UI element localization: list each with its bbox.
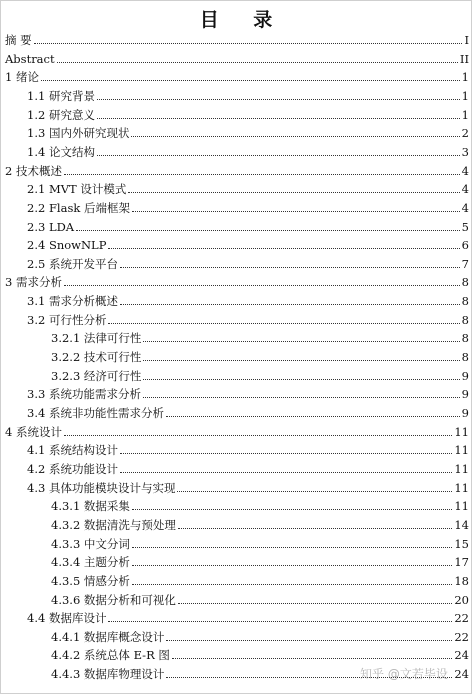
toc-entry[interactable] bbox=[5, 66, 469, 84]
toc-entry-page: 11 bbox=[454, 461, 469, 476]
dot-leader bbox=[131, 136, 459, 137]
toc-entry-label: 摘 要 bbox=[5, 33, 32, 47]
toc-entry-label: 3.2.3 经济可行性 bbox=[51, 368, 142, 383]
toc-entry-page: 14 bbox=[454, 517, 469, 532]
toc-entry-label: 1.1 研究背景 bbox=[27, 88, 95, 103]
toc-entry-page: II bbox=[459, 51, 469, 66]
dot-leader bbox=[143, 397, 460, 398]
dot-leader bbox=[120, 472, 452, 473]
dot-leader bbox=[108, 621, 452, 622]
dot-leader bbox=[132, 509, 452, 510]
toc-entry-label: 4.3.2 数据清洗与预处理 bbox=[51, 517, 176, 532]
toc-entry-page: 4 bbox=[461, 163, 469, 178]
toc-entry-page: 3 bbox=[461, 144, 469, 159]
toc-entry-label: 4.3.6 数据分析和可视化 bbox=[51, 592, 176, 607]
toc-entry[interactable] bbox=[27, 458, 469, 476]
toc-entry[interactable] bbox=[27, 607, 469, 625]
toc-title: 目 录 bbox=[199, 9, 287, 31]
toc-entry[interactable] bbox=[51, 626, 469, 644]
toc-entry[interactable] bbox=[27, 122, 469, 140]
toc-entry-page: I bbox=[464, 33, 469, 47]
toc-entry-page: 8 bbox=[461, 294, 469, 309]
toc-entry-page: 24 bbox=[454, 648, 469, 663]
toc-entry[interactable] bbox=[51, 327, 469, 345]
toc-entry-label: 4.1 系统结构设计 bbox=[27, 443, 118, 458]
dot-leader bbox=[120, 267, 460, 268]
toc-entry-label: 1.3 国内外研究现状 bbox=[27, 126, 130, 141]
toc-entry-page: 22 bbox=[454, 611, 469, 626]
toc-entry-label: 1.2 研究意义 bbox=[27, 107, 95, 122]
toc-entry-page: 2 bbox=[461, 126, 469, 141]
toc-entry[interactable] bbox=[27, 383, 469, 401]
dot-leader bbox=[166, 640, 452, 641]
toc-entry-label: 1.4 论文结构 bbox=[27, 144, 95, 159]
dot-leader bbox=[178, 603, 452, 604]
toc-entry-page: 8 bbox=[461, 350, 469, 365]
dot-leader bbox=[97, 155, 460, 156]
toc-entry[interactable] bbox=[5, 421, 469, 439]
toc-entry[interactable] bbox=[51, 514, 469, 532]
toc-entry-page: 9 bbox=[461, 368, 469, 383]
toc-entry-label: 3.2.2 技术可行性 bbox=[51, 350, 142, 365]
dot-leader bbox=[172, 658, 452, 659]
toc-entry-label: 4.4.2 系统总体 E-R 图 bbox=[51, 648, 170, 663]
toc-entry-page: 9 bbox=[461, 406, 469, 420]
toc-entry[interactable] bbox=[5, 29, 469, 47]
dot-leader bbox=[132, 584, 452, 585]
toc-entry-label: 4.4 数据库设计 bbox=[27, 611, 107, 626]
toc-entry-page: 4 bbox=[461, 182, 469, 197]
toc-entry-label: 4.3.5 情感分析 bbox=[51, 573, 130, 588]
toc-entry[interactable] bbox=[27, 477, 469, 495]
toc-entry-label: 4.4.3 数据库物理设计 bbox=[51, 667, 165, 682]
toc-entry-page: 11 bbox=[454, 443, 469, 458]
toc-entry[interactable] bbox=[27, 85, 469, 103]
dot-leader bbox=[166, 416, 460, 417]
toc-entry-page: 8 bbox=[461, 275, 469, 290]
dot-leader bbox=[64, 285, 460, 286]
dot-leader bbox=[120, 304, 460, 305]
toc-entry[interactable] bbox=[27, 197, 469, 215]
toc-entry-page: 1 bbox=[461, 70, 469, 85]
toc-entry-page: 24 bbox=[454, 667, 469, 682]
dot-leader bbox=[97, 118, 460, 119]
dot-leader bbox=[143, 341, 459, 342]
toc-entry[interactable] bbox=[27, 253, 469, 271]
dot-leader bbox=[128, 192, 459, 193]
dot-leader bbox=[57, 62, 458, 63]
toc-entry[interactable] bbox=[27, 216, 469, 234]
toc-entry-label: 2.3 LDA bbox=[27, 219, 75, 234]
toc-entry[interactable] bbox=[27, 309, 469, 327]
toc-entry-label: 2 技术概述 bbox=[5, 163, 62, 178]
toc-entry[interactable] bbox=[27, 402, 469, 420]
toc-entry-page: 15 bbox=[454, 536, 469, 551]
toc-entry-label: 4.3.4 主题分析 bbox=[51, 555, 130, 570]
toc-entry[interactable] bbox=[51, 533, 469, 551]
dot-leader bbox=[76, 230, 460, 231]
toc-entry-label: 4.2 系统功能设计 bbox=[27, 461, 118, 476]
watermark: 知乎 @文若毕设 bbox=[360, 667, 448, 681]
toc-entry[interactable] bbox=[51, 495, 469, 513]
toc-entry-page: 11 bbox=[454, 499, 469, 514]
toc-entry[interactable] bbox=[5, 160, 469, 178]
dot-leader bbox=[132, 565, 452, 566]
toc-entry-page: 4 bbox=[461, 200, 469, 215]
toc-entry-page: 6 bbox=[461, 238, 469, 253]
dot-leader bbox=[34, 43, 463, 44]
dot-leader bbox=[143, 379, 459, 380]
toc-entry-page: 11 bbox=[454, 424, 469, 439]
toc-entry-label: 4.3.3 中文分词 bbox=[51, 536, 130, 551]
toc-entry[interactable] bbox=[27, 234, 469, 252]
dot-leader bbox=[177, 491, 452, 492]
toc-entry[interactable] bbox=[27, 104, 469, 122]
dot-leader bbox=[143, 360, 459, 361]
toc-entry-page: 17 bbox=[454, 555, 469, 570]
toc-entry-label: 3.3 系统功能需求分析 bbox=[27, 387, 141, 402]
toc-entry-page: 20 bbox=[454, 592, 469, 607]
toc-entry-label: 2.5 系统开发平台 bbox=[27, 256, 118, 271]
dot-leader bbox=[64, 174, 460, 175]
toc-entry-page: 7 bbox=[461, 256, 469, 271]
toc-entry[interactable] bbox=[27, 290, 469, 308]
toc-entry-label: 3.2.1 法律可行性 bbox=[51, 331, 142, 346]
toc-entry[interactable] bbox=[51, 644, 469, 662]
toc-entry-label: 2.1 MVT 设计模式 bbox=[27, 182, 127, 197]
toc-entry[interactable] bbox=[27, 439, 469, 457]
dot-leader bbox=[108, 323, 459, 324]
toc-entry-label: Abstract bbox=[5, 51, 55, 66]
toc-entry-label: 3.1 需求分析概述 bbox=[27, 294, 118, 309]
toc-entry[interactable] bbox=[27, 141, 469, 159]
dot-leader bbox=[120, 453, 452, 454]
toc-entry-label: 3 需求分析 bbox=[5, 275, 62, 290]
toc-entry[interactable] bbox=[51, 346, 469, 364]
toc-entry-page: 11 bbox=[454, 480, 469, 495]
toc-entry-label: 4.4.1 数据库概念设计 bbox=[51, 629, 165, 644]
toc-entry-label: 3.2 可行性分析 bbox=[27, 312, 107, 327]
dot-leader bbox=[97, 99, 460, 100]
toc-entry-page: 18 bbox=[454, 573, 469, 588]
toc-entry-page: 8 bbox=[461, 331, 469, 346]
toc-entry-label: 3.4 系统非功能性需求分析 bbox=[27, 406, 164, 420]
dot-leader bbox=[41, 80, 460, 81]
toc-entry-page: 5 bbox=[461, 219, 469, 234]
toc-entry-label: 4 系统设计 bbox=[5, 424, 62, 439]
toc-entry-label: 2.2 Flask 后端框架 bbox=[27, 200, 130, 215]
toc-entry-label: 4.3 具体功能模块设计与实现 bbox=[27, 480, 176, 495]
toc-entry[interactable] bbox=[51, 551, 469, 569]
dot-leader bbox=[178, 528, 452, 529]
dot-leader bbox=[132, 547, 452, 548]
toc-entry-page: 9 bbox=[461, 387, 469, 402]
dot-leader bbox=[108, 248, 459, 249]
toc-entry-page: 8 bbox=[461, 312, 469, 327]
dot-leader bbox=[132, 211, 460, 212]
toc-entry[interactable] bbox=[51, 365, 469, 383]
toc-entry[interactable] bbox=[27, 178, 469, 196]
toc-entry-label: 4.3.1 数据采集 bbox=[51, 499, 130, 514]
toc-entry[interactable] bbox=[5, 271, 469, 289]
toc-entry[interactable] bbox=[51, 570, 469, 588]
toc-entry-page: 1 bbox=[461, 107, 469, 122]
toc-entry-label: 1 绪论 bbox=[5, 70, 39, 85]
toc-entry-page: 22 bbox=[454, 629, 469, 644]
toc-entry[interactable] bbox=[51, 589, 469, 607]
toc-entry[interactable] bbox=[5, 48, 469, 66]
toc-entry-label: 2.4 SnowNLP bbox=[27, 238, 107, 253]
toc-entry-page: 1 bbox=[461, 88, 469, 103]
dot-leader bbox=[64, 435, 452, 436]
